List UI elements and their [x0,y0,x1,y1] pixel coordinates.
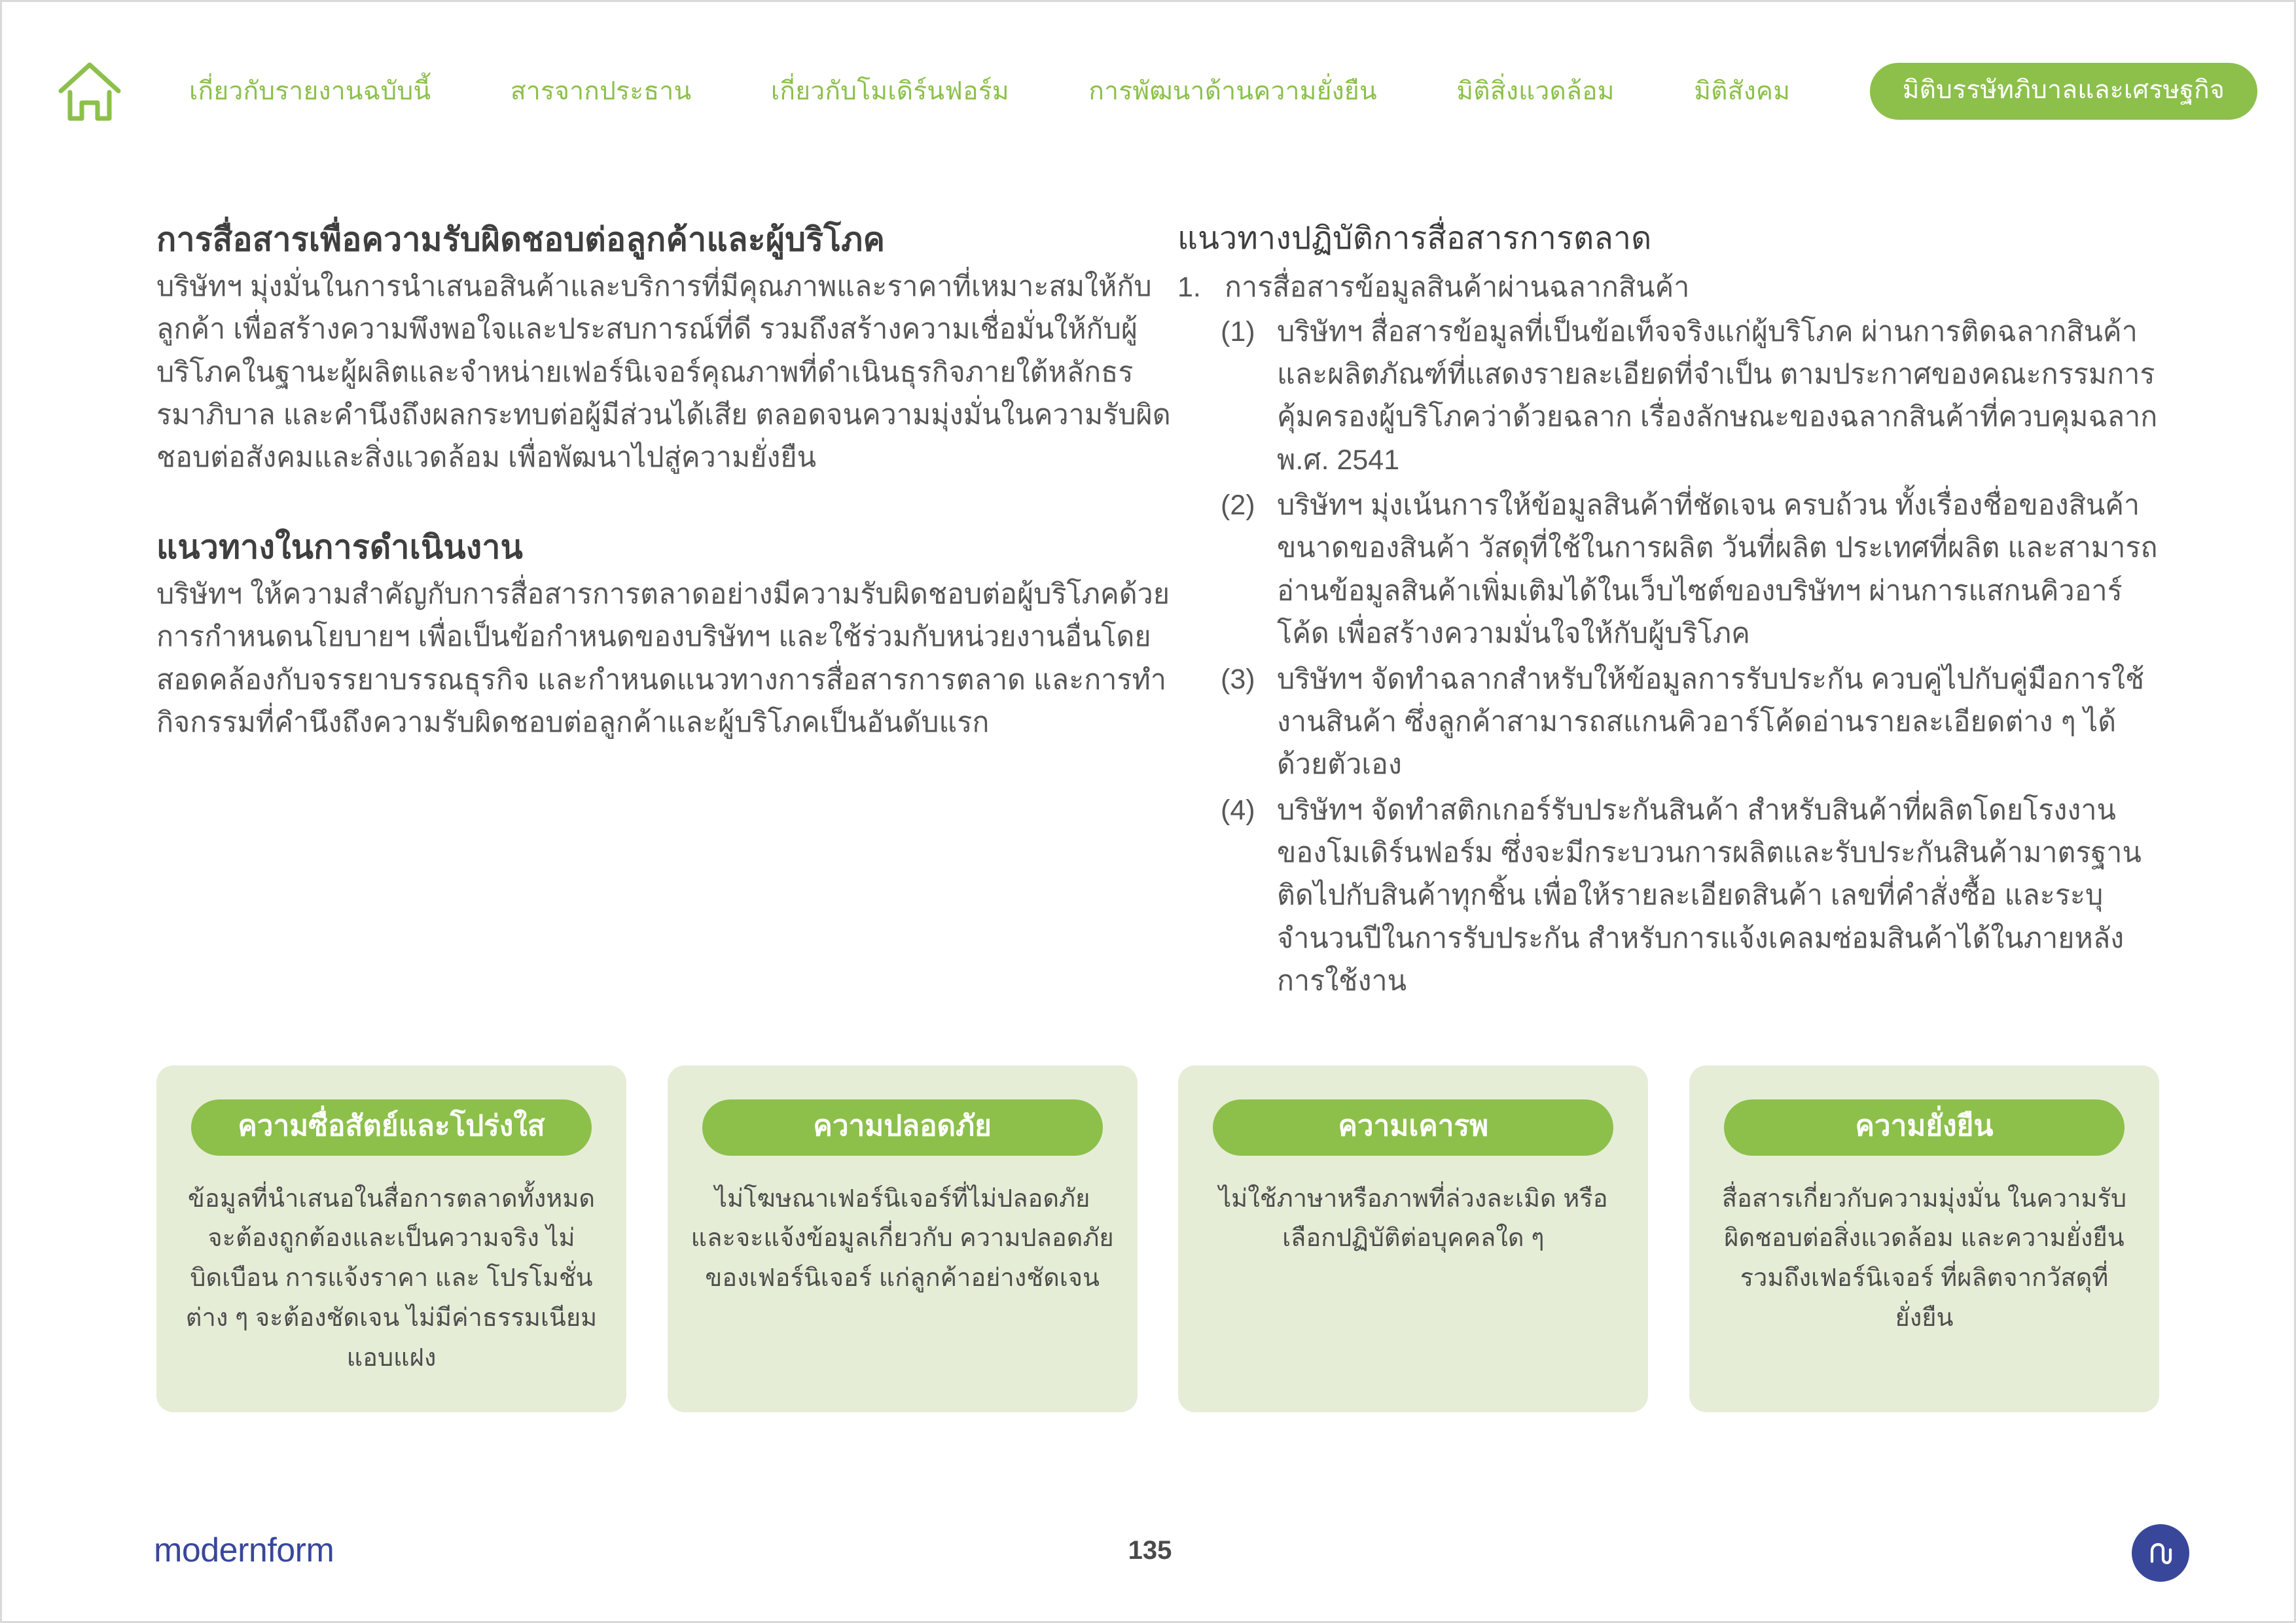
sub-item-text: บริษัทฯ จัดทำฉลากสำหรับให้ข้อมูลการรับประกัน ควบคู่ไปกับคู่มือการใช้งานสินค้า ซึ่งลูกค้าสามารถสแกนคิวอาร์โค้ดอ่านรายละเอียดต่าง ๆ ได้ด้วยตัวเอง [1277,663,2145,781]
left-column-sub-paragraph: บริษัทฯ ให้ความสำคัญกับการสื่อสารการตลาดอย่างมีความรับผิดชอบต่อผู้บริโภคด้วยการกำหนดนโยบายฯ เพื่อเป็นข้อกำหนดของบริษัทฯ และใช้ร่วมกับหน่วยงานอื่นโดยสอดคล้องกับจรรยาบรรณธุรกิจ และกำหนดแนวทางการสื่อสารการตลาด และการทำกิจกรรมที่คำนึงถึงความรับผิดชอบต่อลูกค้าและผู้บริโภคเป็นอันดับแรก [156,578,1170,738]
guideline-item [1177,266,2166,309]
principle-card [1178,1065,1648,1412]
guideline-item-title: การสื่อสารข้อมูลสินค้าผ่านฉลากสินค้า [1225,272,1690,304]
principle-card-list [156,1065,2159,1412]
principle-card-title: ความซื่อสัตย์และโปร่งใส [191,1099,592,1156]
nav-item-about-report[interactable]: เกี่ยวกับรายงานฉบับนี้ [189,77,431,105]
guideline-item-marker: 1. [1177,272,1201,304]
principle-card [668,1065,1138,1412]
principle-card [1689,1065,2159,1412]
left-column-paragraph: บริษัทฯ มุ่งมั่นในการนำเสนอสินค้าและบริการที่มีคุณภาพและราคาที่เหมาะสมให้กับลูกค้า เพื่อสร้างความพึงพอใจและประสบการณ์ที่ดี รวมถึงสร้างความเชื่อมั่นให้กับผู้บริโภคในฐานะผู้ผลิตและจำหน่ายเฟอร์นิเจอร์คุณภาพที่ดำเนินธุรกิจภายใต้หลักธรรมาภิบาล และคำนึงถึงผลกระทบต่อผู้มีส่วนได้เสีย ตลอดจนความมุ่งมั่นในความรับผิดชอบต่อสังคมและสิ่งแวดล้อม เพื่อพัฒนาไปสู่ความยั่งยืน [156,271,1171,474]
page-number: 135 [1128,1536,1172,1565]
home-icon[interactable] [53,54,126,128]
nav-item-governance-economic-dimension[interactable]: มิติบรรษัทภิบาลและเศรษฐกิจ [1870,63,2257,120]
nav-item-social-dimension[interactable]: มิติสังคม [1694,77,1791,105]
sub-item-text: บริษัทฯ จัดทำสติกเกอร์รับประกันสินค้า สำหรับสินค้าที่ผลิตโดยโรงงานของโมเดิร์นฟอร์ม ซึ่งจะมีกระบวนการผลิตและรับประกันสินค้ามาตรฐาน ติดไปกับสินค้าทุกชิ้น เพื่อให้รายละเอียดสินค้า เลขที่คำสั่งซื้อ และระบุจำนวนปีในการรับประกัน สำหรับการแจ้งเคลมซ่อมสินค้าได้ในภายหลังการใช้งาน [1277,794,2142,997]
guideline-sub-item [1221,789,2166,1003]
guideline-sub-item [1221,658,2166,787]
principle-card-title: ความยั่งยืน [1724,1099,2125,1156]
left-column-heading: การสื่อสารเพื่อความรับผิดชอบต่อลูกค้าและผู้บริโภค [156,221,886,258]
right-column [1177,218,2166,1005]
left-column [156,218,1177,744]
sub-item-marker: (1) [1221,315,1255,348]
sub-item-marker: (4) [1221,794,1255,826]
principle-card-body: ไม่ใช้ภาษาหรือภาพที่ล่วงละเมิด หรือเลือกปฏิบัติต่อบุคคลใด ๆ [1219,1185,1608,1253]
nav-item-list [189,63,2257,120]
guideline-sub-item [1221,484,2166,655]
principle-card-title: ความปลอดภัย [702,1099,1103,1156]
principle-card-body: สื่อสารเกี่ยวกับความมุ่งมั่น ในความรับผิดชอบต่อสิ่งแวดล้อม และความยั่งยืน รวมถึงเฟอร์นิเจอร์ ที่ผลิตจากวัสดุที่ยั่งยืน [1721,1185,2127,1332]
guideline-sub-item [1221,311,2166,482]
page-footer [2,1497,2296,1621]
principle-card [156,1065,626,1412]
modernform-logo: modernform [154,1531,334,1569]
sub-item-text: บริษัทฯ สื่อสารข้อมูลที่เป็นข้อเท็จจริงแก่ผู้บริโภค ผ่านการติดฉลากสินค้าและผลิตภัณฑ์ที่แสดงรายละเอียดที่จำเป็น ตามประกาศของคณะกรรมการคุ้มครองผู้บริโภคว่าด้วยฉลาก เรื่องลักษณะของฉลากสินค้าที่ควบคุมฉลาก พ.ศ. 2541 [1277,315,2158,476]
modernform-monogram-icon[interactable] [2132,1524,2189,1582]
guideline-list [1177,266,2166,1003]
content-columns [2,218,2296,1005]
sub-item-marker: (2) [1221,490,1255,522]
nav-item-chairman-message[interactable]: สารจากประธาน [510,77,692,105]
nav-item-sustainability-development[interactable]: การพัฒนาด้านความยั่งยืน [1088,77,1377,105]
right-column-heading: แนวทางปฏิบัติการสื่อสารการตลาด [1177,221,1652,256]
nav-item-environment-dimension[interactable]: มิติสิ่งแวดล้อม [1456,77,1615,105]
top-navigation [2,2,2296,180]
principle-card-title: ความเคารพ [1213,1099,1613,1156]
left-column-subheading: แนวทางในการดำเนินงาน [156,528,523,565]
sub-item-text: บริษัทฯ มุ่งเน้นการให้ข้อมูลสินค้าที่ชัดเจน ครบถ้วน ทั้งเรื่องชื่อของสินค้า ขนาดของสินค้า วัสดุที่ใช้ในการผลิต วันที่ผลิต ประเทศที่ผลิต และสามารถอ่านข้อมูลสินค้าเพิ่มเติมได้ในเว็บไซต์ของบริษัทฯ ผ่านการแสกนคิวอาร์โค้ด เพื่อสร้างความมั่นใจให้กับผู้บริโภค [1277,490,2158,650]
nav-item-about-modernform[interactable]: เกี่ยวกับโมเดิร์นฟอร์ม [770,77,1009,105]
sub-item-marker: (3) [1221,663,1255,695]
guideline-sub-list [1221,311,2166,1003]
principle-card-body: ข้อมูลที่นำเสนอในสื่อการตลาดทั้งหมด จะต้องถูกต้องและเป็นความจริง ไม่บิดเบือน การแจ้งราคา และ โปรโมชั่นต่าง ๆ จะต้องชัดเจน ไม่มีค่าธรรมเนียมแอบแฝง [185,1185,598,1372]
principle-card-body: ไม่โฆษณาเฟอร์นิเจอร์ที่ไม่ปลอดภัย และจะแจ้งข้อมูลเกี่ยวกับ ความปลอดภัยของเฟอร์นิเจอร์ แก่ลูกค้าอย่างชัดเจน [691,1185,1114,1293]
